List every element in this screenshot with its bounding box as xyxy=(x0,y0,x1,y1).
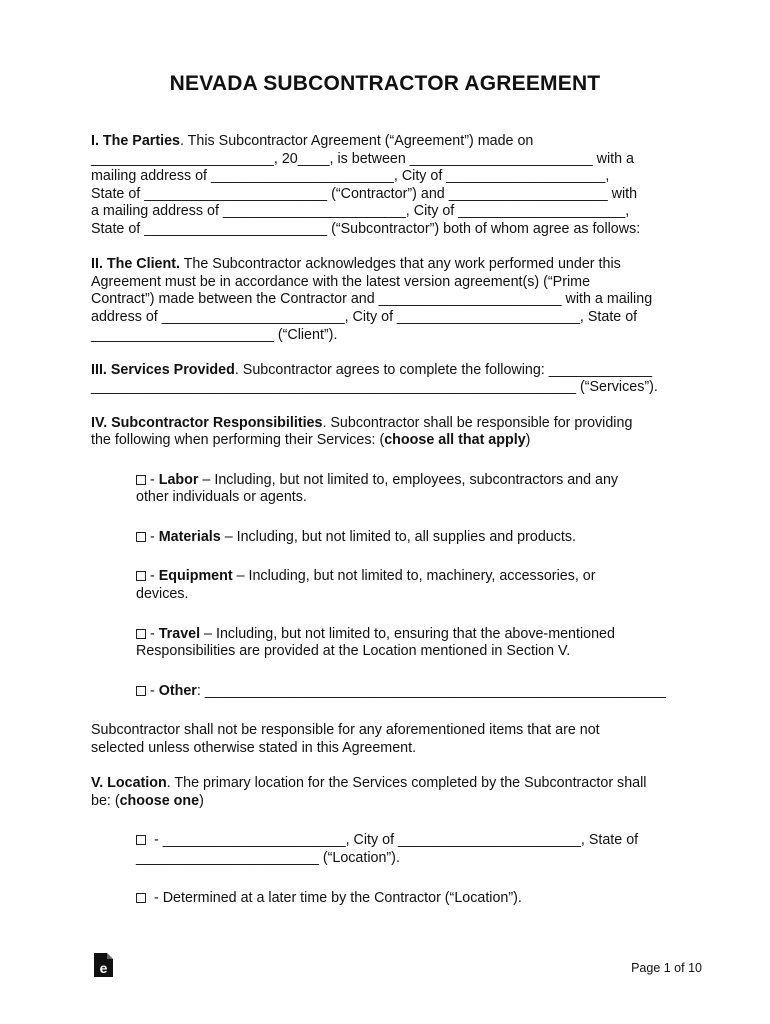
option-text-cont: other individuals or agents. xyxy=(136,489,307,506)
location-option-later xyxy=(136,890,686,908)
location-address-checkbox[interactable] xyxy=(136,835,146,845)
responsibilities-line-2 xyxy=(91,432,686,450)
services-line-2: _____________________________________________________________ (“Services”). xyxy=(91,379,658,396)
other-checkbox[interactable] xyxy=(136,686,146,696)
client-line-1 xyxy=(91,256,686,274)
parties-line-3: mailing address of _______________________, City of ____________________, xyxy=(91,168,610,185)
option-label: Travel xyxy=(158,625,201,642)
parties-line-5: a mailing address of _______________________, City of _____________________, xyxy=(91,203,630,220)
option-dash: - xyxy=(150,568,159,585)
option-text-cont: Responsibilities are provided at the Location mentioned in Section V. xyxy=(136,643,571,660)
option-other xyxy=(136,683,686,701)
location-address-field[interactable]: - _______________________, City of _______________________, State of xyxy=(150,832,639,849)
location-line-2 xyxy=(91,793,686,811)
location-option-address xyxy=(136,832,686,867)
location-line-1 xyxy=(91,775,686,793)
option-dash: - xyxy=(150,625,159,642)
location-heading: V. Location xyxy=(91,775,167,792)
location-text-post: ) xyxy=(199,792,204,809)
client-line-5: _______________________ (“Client”). xyxy=(91,326,338,343)
option-label: Labor xyxy=(158,471,199,488)
option-text: – Including, but not limited to, all supplies and products. xyxy=(220,528,576,545)
responsibilities-text-pre: the following when performing their Services: ( xyxy=(91,432,385,449)
responsibilities-heading: IV. Subcontractor Responsibilities xyxy=(91,414,323,431)
other-field[interactable]: : __________________________________________________________ xyxy=(196,682,666,699)
eforms-logo-icon xyxy=(92,952,114,978)
location-later-text: - Determined at a later time by the Contractor (“Location”). xyxy=(150,889,522,906)
option-label: Equipment xyxy=(158,568,233,585)
location-text: . The primary location for the Services completed by the Subcontractor shall xyxy=(166,775,647,792)
client-line-4: address of _______________________, City of _______________________, State of xyxy=(91,308,638,325)
page-number: Page 1 of 10 xyxy=(631,961,702,975)
client-line-3: Contract”) made between the Contractor and _______________________ with a mailing xyxy=(91,291,653,308)
option-text: – Including, but not limited to, employees, subcontractors and any xyxy=(198,471,619,488)
option-dash: - xyxy=(150,471,159,488)
location-text-pre: be: ( xyxy=(91,792,120,809)
option-travel xyxy=(136,626,686,661)
parties-line-1 xyxy=(91,133,686,151)
document-title: NEVADA SUBCONTRACTOR AGREEMENT xyxy=(169,72,601,95)
option-label: Other xyxy=(158,682,197,699)
parties-line-6: State of _______________________ (“Subcontractor”) both of whom agree as follows: xyxy=(91,220,641,237)
location-state-field[interactable]: _______________________ (“Location”). xyxy=(136,850,400,866)
option-equipment xyxy=(136,568,686,603)
client-line-2: Agreement must be in accordance with the latest version agreement(s) (“Prime xyxy=(91,273,591,290)
responsibilities-text-post: ) xyxy=(525,432,531,449)
option-text-cont: devices. xyxy=(136,586,189,603)
option-dash: - xyxy=(150,682,159,699)
choose-all-instruction: choose all that apply xyxy=(384,432,526,449)
parties-text: . This Subcontractor Agreement (“Agreement”) made on xyxy=(180,133,534,149)
services-line-1 xyxy=(91,362,686,380)
client-heading: II. The Client. xyxy=(91,256,180,273)
responsibilities-text: . Subcontractor shall be responsible for providing xyxy=(322,414,633,431)
parties-line-4: State of _______________________ (“Contractor”) and ____________________ with xyxy=(91,185,638,202)
option-text: – Including, but not limited to, machinery, accessories, or xyxy=(232,568,596,585)
option-dash: - xyxy=(150,528,159,545)
choose-one-instruction: choose one xyxy=(119,792,200,809)
location-later-checkbox[interactable] xyxy=(136,893,146,903)
travel-checkbox[interactable] xyxy=(136,629,146,639)
client-text: The Subcontractor acknowledges that any work performed under this xyxy=(179,256,621,273)
labor-checkbox[interactable] xyxy=(136,475,146,485)
option-label: Materials xyxy=(158,528,221,545)
option-text: – Including, but not limited to, ensuring that the above-mentioned xyxy=(200,625,615,642)
document-body xyxy=(91,133,686,907)
responsibilities-note-2: selected unless otherwise stated in this Agreement. xyxy=(91,740,417,757)
equipment-checkbox[interactable] xyxy=(136,571,146,581)
parties-heading: I. The Parties xyxy=(91,133,180,149)
option-labor xyxy=(136,472,686,507)
svg-text:e: e xyxy=(99,960,108,976)
responsibilities-note-1: Subcontractor shall not be responsible for any aforementioned items that are not xyxy=(91,722,600,739)
parties-line-2: _______________________, 20____, is between _______________________ with a xyxy=(91,150,634,167)
materials-checkbox[interactable] xyxy=(136,532,146,542)
responsibilities-line-1 xyxy=(91,415,686,433)
services-text: . Subcontractor agrees to complete the following: _____________ xyxy=(234,361,653,378)
services-heading: III. Services Provided xyxy=(91,361,235,378)
option-materials xyxy=(136,529,686,547)
